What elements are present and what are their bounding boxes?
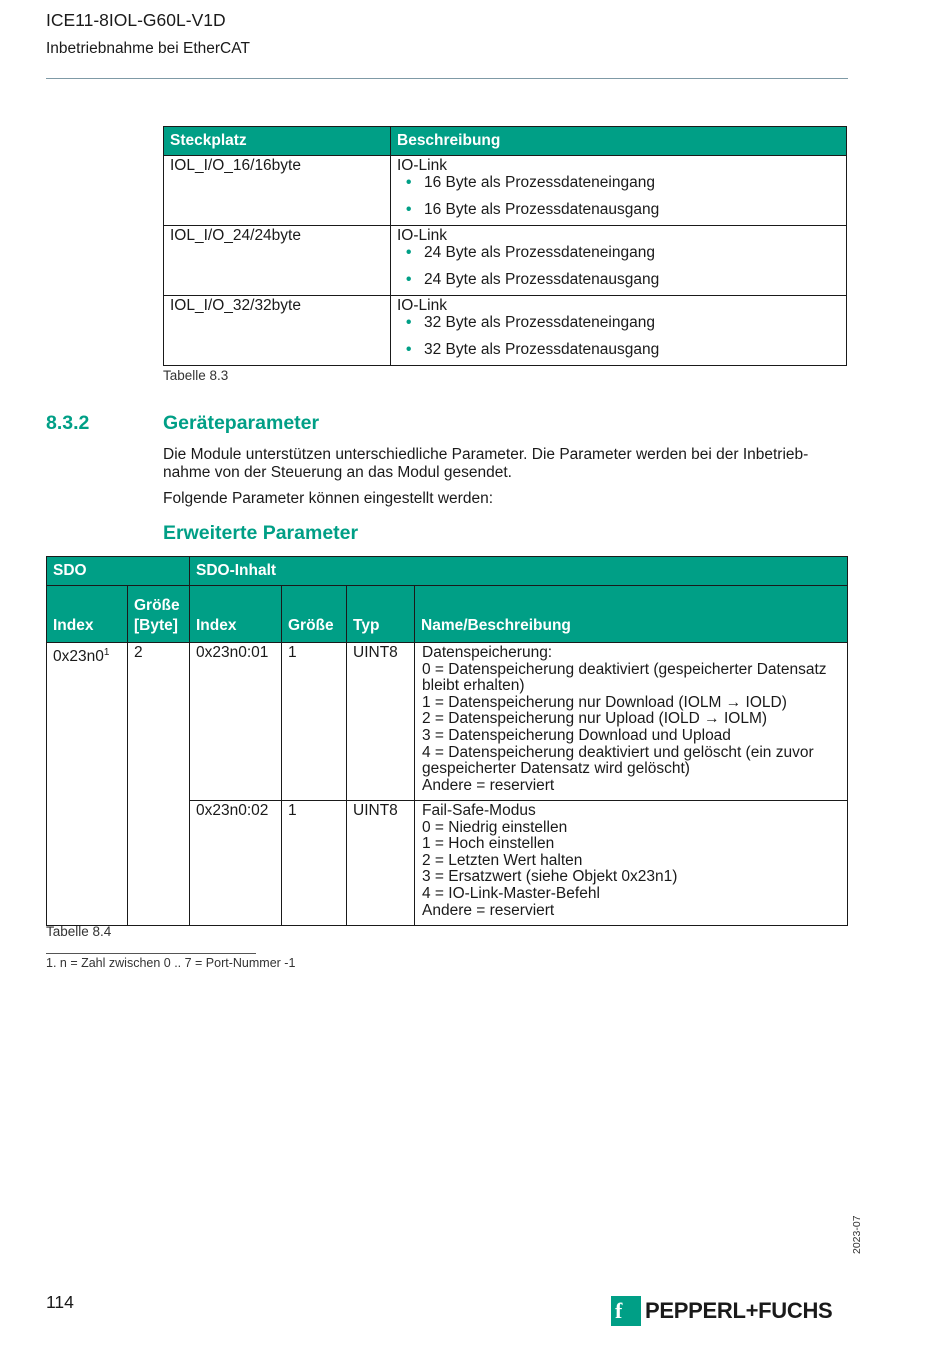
description-line: Datenspeicherung: [422,644,553,661]
list-item: • 24 Byte als Prozessdateneingang [397,244,840,261]
type-cell: UINT8 [347,801,415,926]
list-item: • 32 Byte als Prozessdatenausgang [397,341,840,358]
intro-paragraph: Die Module unterstützen unterschiedliche Parameter. Die Parameter werden bei der Inbetrieb-nahme von der Steuerung an das Modul gesendet. [163,446,809,481]
sdo-size-header: Größe [Byte] [128,586,190,643]
parameter-table [46,556,848,926]
content-index-header: Index [190,586,282,643]
description-line: 1 = Hoch einstellen [422,835,555,853]
description-line: 2 = Datenspeicherung nur Upload (IOLD → IOLM) [422,710,768,728]
type-cell: UINT8 [347,643,415,801]
content-size-header: Größe [282,586,347,643]
content-size-cell: 1 [282,801,347,926]
sdo-index-cell [47,643,128,926]
slot-cell: IOL_I/O_24/24byte [164,226,391,296]
description-cell [415,643,848,801]
params-paragraph: Folgende Parameter können eingestellt werden: [163,490,494,507]
sdo-size-cell: 2 [128,643,190,926]
description-cell [391,156,847,226]
bullet-list [397,314,840,358]
brand-logo [611,1296,832,1326]
list-item: • 16 Byte als Prozessdateneingang [397,174,840,191]
table-row [47,643,848,801]
table-row [164,156,847,226]
description-line: 3 = Ersatzwert (siehe Objekt 0x23n1) [422,868,678,886]
description-cell [415,801,848,926]
description-label: IO-Link [397,227,447,244]
description-line: Fail-Safe-Modus [422,802,536,819]
list-item: • 32 Byte als Prozessdateneingang [397,314,840,331]
page-number: 114 [46,1292,74,1312]
footnote-ref: 1 [103,647,110,658]
document-title: ICE11-8IOL-G60L-V1D [46,10,226,30]
slot-cell: IOL_I/O_32/32byte [164,296,391,366]
description-cell [391,226,847,296]
slot-cell: IOL_I/O_16/16byte [164,156,391,226]
logo-text: PEPPERL+FUCHS [645,1298,833,1323]
footnote: 1. n = Zahl zwischen 0 .. 7 = Port-Nummer -1 [46,956,296,970]
description-line: 0 = Datenspeicherung deaktiviert (gespeicherter Datensatz bleibt erhalten) [422,660,827,695]
footnote-divider [46,953,256,954]
sdo-group-header: SDO [47,557,190,586]
description-header: Beschreibung [391,127,847,156]
list-item: • 24 Byte als Prozessdatenausgang [397,271,840,288]
description-label: IO-Link [397,297,447,314]
table-row [164,296,847,366]
sdo-content-group-header: SDO-Inhalt [190,557,848,586]
description-line: 0 = Niedrig einstellen [422,818,568,836]
table-row [164,226,847,296]
document-subtitle: Inbetriebnahme bei EtherCAT [46,40,250,57]
type-header: Typ [347,586,415,643]
content-size-cell: 1 [282,643,347,801]
sdo-index-header: Index [47,586,128,643]
description-line: Andere = reserviert [422,901,555,919]
sdo-index-value: 0x23n0 [53,648,104,666]
content-index-cell: 0x23n0:02 [190,801,282,926]
description-line: 4 = Datenspeicherung deaktiviert und gelöscht (ein zuvor gespeicherter Datensatz wird gelöscht) [422,743,814,778]
name-description-header: Name/Beschreibung [415,586,848,643]
header-divider [46,78,848,79]
table-caption: Tabelle 8.4 [46,924,112,939]
group-header-row [47,557,848,586]
section-number: 8.3.2 [46,412,90,434]
revision-date: 2023-07 [851,1215,863,1254]
subheading: Erweiterte Parameter [163,522,359,544]
bullet-list [397,244,840,288]
table-caption: Tabelle 8.3 [163,368,229,383]
description-cell [391,296,847,366]
description-line: 3 = Datenspeicherung Download und Upload [422,726,731,744]
description-line: 2 = Letzten Wert halten [422,851,583,869]
logo-mark-icon: f [611,1296,641,1326]
content-index-cell: 0x23n0:01 [190,643,282,801]
slot-table [163,126,847,366]
description-label: IO-Link [397,157,447,174]
description-line: 1 = Datenspeicherung nur Download (IOLM → IOLD) [422,693,787,711]
bullet-list [397,174,840,218]
slot-header: Steckplatz [164,127,391,156]
slot-table-header-row [164,127,847,156]
description-line: 4 = IO-Link-Master-Befehl [422,884,600,902]
section-title: Geräteparameter [163,412,320,434]
list-item: • 16 Byte als Prozessdatenausgang [397,201,840,218]
description-line: Andere = reserviert [422,776,555,794]
column-header-row [47,586,848,643]
